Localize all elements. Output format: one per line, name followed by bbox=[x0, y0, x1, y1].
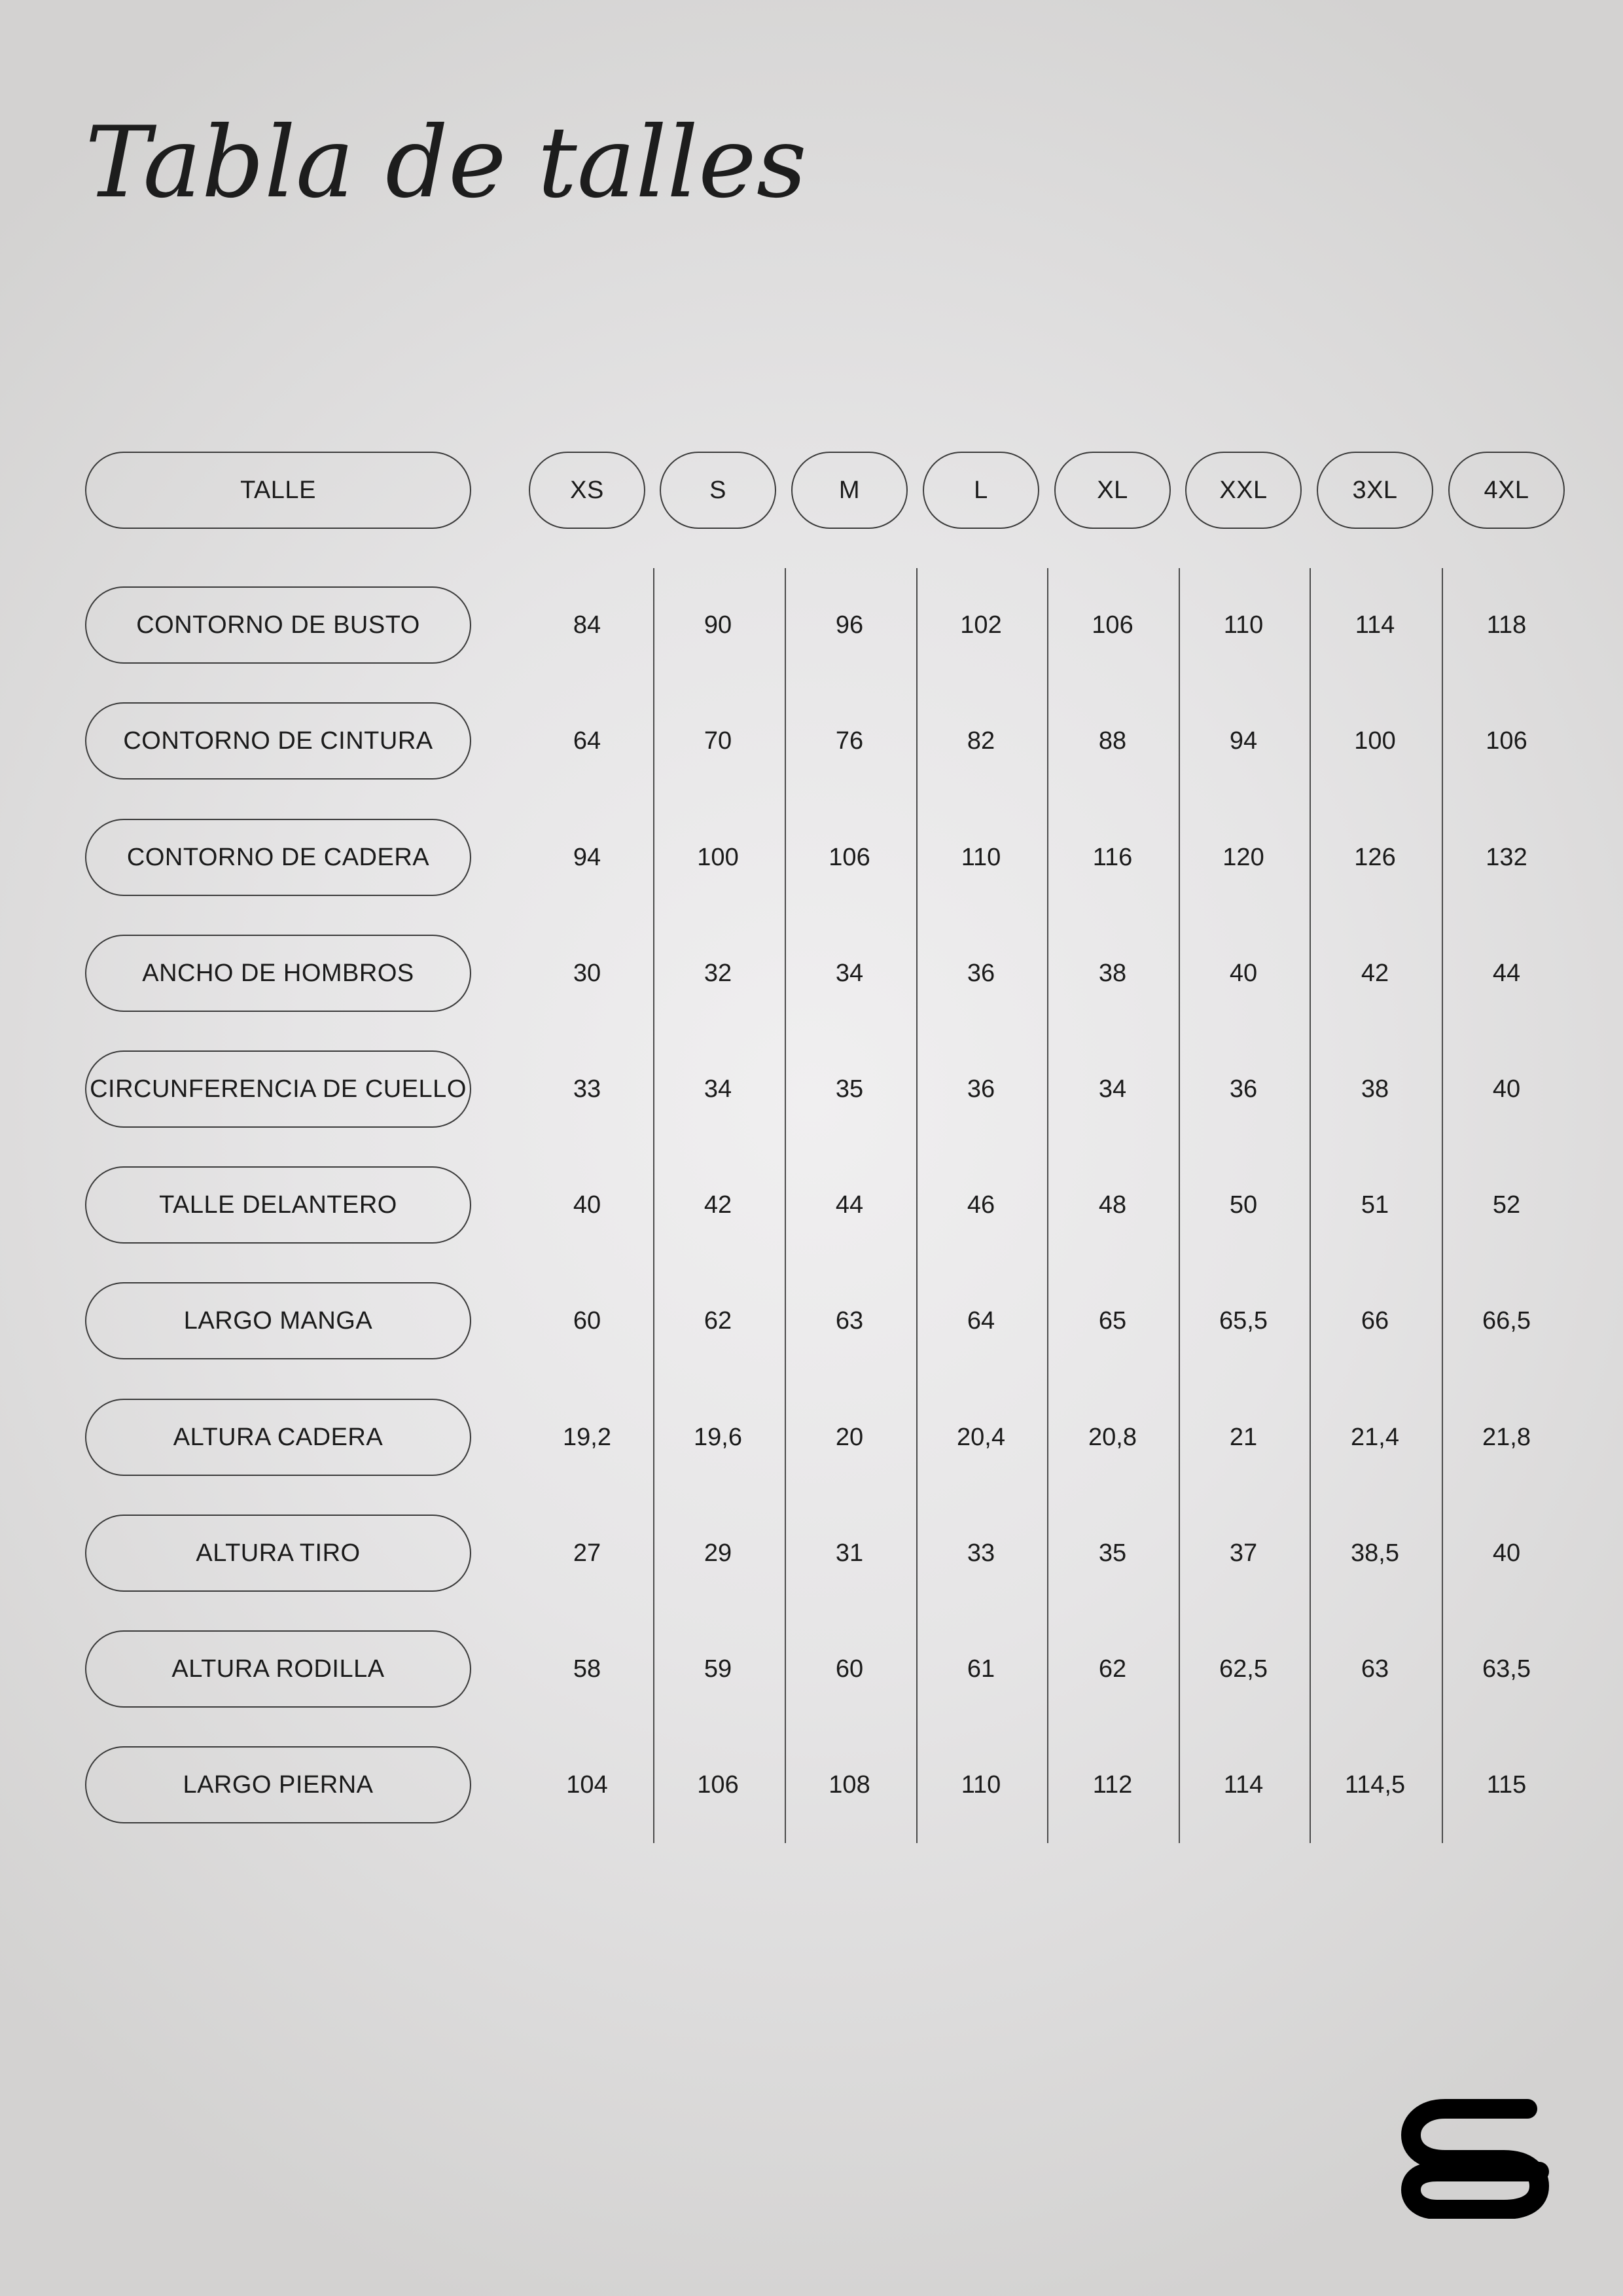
table-cell: 120 bbox=[1222, 844, 1264, 871]
table-cell: 90 bbox=[704, 611, 732, 639]
table-cell: 30 bbox=[573, 960, 601, 987]
table-cell: 19,6 bbox=[694, 1424, 742, 1451]
table-cell: 34 bbox=[1098, 1075, 1127, 1103]
page-title bbox=[85, 98, 807, 242]
table-cell: 51 bbox=[1361, 1191, 1389, 1219]
brand-s-logo-icon bbox=[1399, 2094, 1550, 2219]
table-cell: 108 bbox=[829, 1771, 870, 1799]
table-cell: 21 bbox=[1229, 1424, 1258, 1451]
table-cell: 114,5 bbox=[1344, 1771, 1406, 1799]
table-cell: 116 bbox=[1092, 844, 1133, 871]
table-cell: 62 bbox=[1098, 1655, 1127, 1683]
table-cell: 21,4 bbox=[1351, 1424, 1399, 1451]
table-cell: 106 bbox=[697, 1771, 739, 1799]
table-cell: 70 bbox=[704, 727, 732, 755]
table-cell: 35 bbox=[835, 1075, 864, 1103]
table-cell: 106 bbox=[1092, 611, 1133, 639]
table-cell: 48 bbox=[1098, 1191, 1127, 1219]
table-cell: 65 bbox=[1098, 1307, 1127, 1335]
table-cell: 106 bbox=[1486, 727, 1527, 755]
table-cell: 94 bbox=[1229, 727, 1258, 755]
table-cell: 66,5 bbox=[1482, 1307, 1531, 1335]
table-cell: 44 bbox=[835, 1191, 864, 1219]
table-cell: 62 bbox=[704, 1307, 732, 1335]
table-cell: 31 bbox=[835, 1539, 864, 1567]
size-pill-l: L bbox=[923, 452, 1039, 529]
table-cell: 58 bbox=[573, 1655, 601, 1683]
size-pill-xl: XL bbox=[1054, 452, 1171, 529]
table-cell: 42 bbox=[1361, 960, 1389, 987]
table-cell: 32 bbox=[704, 960, 732, 987]
table-cell: 33 bbox=[573, 1075, 601, 1103]
row-label-circunferencia-de-cuello: CIRCUNFERENCIA DE CUELLO bbox=[85, 1050, 471, 1128]
table-cell: 52 bbox=[1492, 1191, 1521, 1219]
table-cell: 88 bbox=[1098, 727, 1127, 755]
table-cell: 27 bbox=[573, 1539, 601, 1567]
table-cell: 64 bbox=[967, 1307, 995, 1335]
row-label-talle-delantero: TALLE DELANTERO bbox=[85, 1166, 471, 1244]
table-cell: 65,5 bbox=[1219, 1307, 1268, 1335]
table-cell: 36 bbox=[967, 1075, 995, 1103]
table-cell: 132 bbox=[1486, 844, 1527, 871]
table-cell: 114 bbox=[1223, 1771, 1264, 1799]
table-cell: 63 bbox=[1361, 1655, 1389, 1683]
table-cell: 110 bbox=[961, 1771, 1001, 1799]
table-cell: 46 bbox=[967, 1191, 995, 1219]
table-cell: 112 bbox=[1092, 1771, 1133, 1799]
table-cell: 36 bbox=[967, 960, 995, 987]
table-cell: 50 bbox=[1229, 1191, 1258, 1219]
talle-header-pill: TALLE bbox=[85, 452, 471, 529]
table-cell: 84 bbox=[573, 611, 601, 639]
table-cell: 63 bbox=[835, 1307, 864, 1335]
row-label-altura-tiro: ALTURA TIRO bbox=[85, 1515, 471, 1592]
size-pill-xxl: XXL bbox=[1185, 452, 1302, 529]
size-pill-s: S bbox=[660, 452, 776, 529]
table-cell: 64 bbox=[573, 727, 601, 755]
table-cell: 19,2 bbox=[563, 1424, 611, 1451]
table-cell: 66 bbox=[1361, 1307, 1389, 1335]
table-cell: 126 bbox=[1354, 844, 1396, 871]
table-cell: 110 bbox=[1223, 611, 1264, 639]
table-cell: 115 bbox=[1486, 1771, 1527, 1799]
table-cell: 40 bbox=[1492, 1075, 1521, 1103]
size-pill-3xl: 3XL bbox=[1317, 452, 1433, 529]
table-cell: 21,8 bbox=[1482, 1424, 1531, 1451]
table-cell: 106 bbox=[829, 844, 870, 871]
table-cell: 60 bbox=[573, 1307, 601, 1335]
row-label-largo-manga: LARGO MANGA bbox=[85, 1282, 471, 1359]
table-cell: 61 bbox=[967, 1655, 995, 1683]
row-label-altura-rodilla: ALTURA RODILLA bbox=[85, 1630, 471, 1708]
table-cell: 38,5 bbox=[1351, 1539, 1399, 1567]
table-cell: 104 bbox=[566, 1771, 608, 1799]
table-cell: 40 bbox=[1492, 1539, 1521, 1567]
table-cell: 60 bbox=[835, 1655, 864, 1683]
table-cell: 40 bbox=[1229, 960, 1258, 987]
table-cell: 118 bbox=[1486, 611, 1527, 639]
table-cell: 100 bbox=[1354, 727, 1396, 755]
row-label-altura-cadera: ALTURA CADERA bbox=[85, 1399, 471, 1476]
table-cell: 20,8 bbox=[1088, 1424, 1137, 1451]
row-label-contorno-de-cadera: CONTORNO DE CADERA bbox=[85, 819, 471, 896]
table-cell: 100 bbox=[697, 844, 739, 871]
table-cell: 59 bbox=[704, 1655, 732, 1683]
size-pill-4xl: 4XL bbox=[1448, 452, 1565, 529]
row-label-ancho-de-hombros: ANCHO DE HOMBROS bbox=[85, 935, 471, 1012]
table-cell: 33 bbox=[967, 1539, 995, 1567]
table-cell: 29 bbox=[704, 1539, 732, 1567]
page-title-text: Tabla de talles bbox=[85, 106, 807, 220]
table-cell: 38 bbox=[1098, 960, 1127, 987]
table-cell: 63,5 bbox=[1482, 1655, 1531, 1683]
table-cell: 42 bbox=[704, 1191, 732, 1219]
table-cell: 94 bbox=[573, 844, 601, 871]
table-cell: 62,5 bbox=[1219, 1655, 1268, 1683]
table-cell: 36 bbox=[1229, 1075, 1258, 1103]
table-cell: 37 bbox=[1229, 1539, 1258, 1567]
table-cell: 34 bbox=[835, 960, 864, 987]
table-cell: 82 bbox=[967, 727, 995, 755]
table-cell: 76 bbox=[835, 727, 864, 755]
size-pill-xs: XS bbox=[529, 452, 645, 529]
row-label-contorno-de-cintura: CONTORNO DE CINTURA bbox=[85, 702, 471, 780]
table-cell: 20 bbox=[835, 1424, 864, 1451]
table-cell: 96 bbox=[835, 611, 864, 639]
table-cell: 44 bbox=[1492, 960, 1521, 987]
table-cell: 110 bbox=[961, 844, 1001, 871]
table-cell: 34 bbox=[704, 1075, 732, 1103]
table-cell: 20,4 bbox=[957, 1424, 1005, 1451]
table-cell: 40 bbox=[573, 1191, 601, 1219]
table-cell: 35 bbox=[1098, 1539, 1127, 1567]
table-cell: 102 bbox=[960, 611, 1002, 639]
row-label-largo-pierna: LARGO PIERNA bbox=[85, 1746, 471, 1823]
size-pill-m: M bbox=[791, 452, 908, 529]
table-cell: 114 bbox=[1355, 611, 1395, 639]
table-cell: 38 bbox=[1361, 1075, 1389, 1103]
row-label-contorno-de-busto: CONTORNO DE BUSTO bbox=[85, 586, 471, 664]
